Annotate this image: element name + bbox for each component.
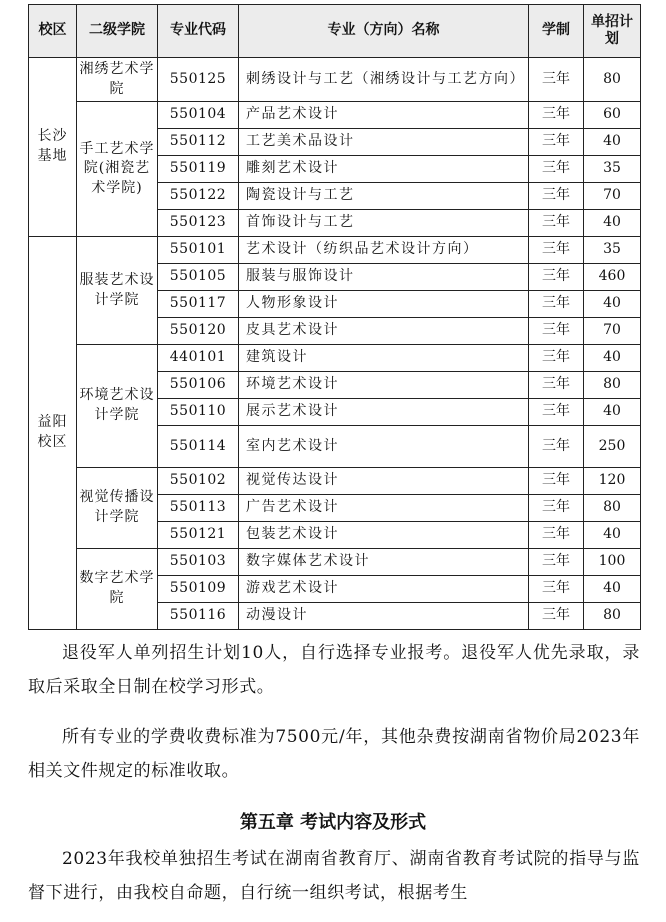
quota-cell: 40 — [584, 129, 641, 156]
quota-cell: 80 — [584, 372, 641, 399]
duration-cell: 三年 — [529, 237, 584, 264]
quota-cell: 70 — [584, 318, 641, 345]
major-name-cell: 数字媒体艺术设计 — [239, 549, 529, 576]
college-cell: 服装艺术设计学院 — [77, 237, 158, 345]
duration-cell: 三年 — [529, 210, 584, 237]
header-campus: 校区 — [29, 5, 77, 58]
duration-cell: 三年 — [529, 426, 584, 468]
major-code-cell: 550122 — [158, 183, 239, 210]
duration-cell: 三年 — [529, 603, 584, 630]
duration-cell: 三年 — [529, 183, 584, 210]
major-code-cell: 440101 — [158, 345, 239, 372]
header-duration: 学制 — [529, 5, 584, 58]
duration-cell: 三年 — [529, 522, 584, 549]
table-header-row — [29, 5, 641, 58]
table-body — [29, 58, 641, 630]
major-code-cell: 550117 — [158, 291, 239, 318]
fees-paragraph: 所有专业的学费收费标准为7500元/年，其他杂费按湖南省物价局2023年相关文件规定的标准收取。 — [28, 727, 640, 781]
major-code-cell: 550120 — [158, 318, 239, 345]
major-name-cell: 服装与服饰设计 — [239, 264, 529, 291]
major-name-cell: 陶瓷设计与工艺 — [239, 183, 529, 210]
quota-cell: 60 — [584, 102, 641, 129]
major-name-cell: 艺术设计（纺织品艺术设计方向） — [239, 237, 529, 264]
duration-cell: 三年 — [529, 399, 584, 426]
major-name-cell: 刺绣设计与工艺（湘绣设计与工艺方向） — [239, 58, 529, 102]
college-cell: 视觉传播设计学院 — [77, 468, 158, 549]
major-code-cell: 550103 — [158, 549, 239, 576]
table-row — [29, 237, 641, 264]
major-code-cell: 550123 — [158, 210, 239, 237]
header-major-name: 专业（方向）名称 — [239, 5, 529, 58]
quota-cell: 40 — [584, 576, 641, 603]
major-code-cell: 550106 — [158, 372, 239, 399]
major-name-cell: 包装艺术设计 — [239, 522, 529, 549]
table-row — [29, 58, 641, 102]
major-name-cell: 首饰设计与工艺 — [239, 210, 529, 237]
major-code-cell: 550110 — [158, 399, 239, 426]
veterans-paragraph: 退役军人单列招生计划10人，自行选择专业报考。退役军人优先录取，录取后采取全日制在校学习形式。 — [28, 643, 640, 697]
major-code-cell: 550116 — [158, 603, 239, 630]
table-row — [29, 345, 641, 372]
duration-cell: 三年 — [529, 291, 584, 318]
quota-cell: 80 — [584, 495, 641, 522]
quota-cell: 460 — [584, 264, 641, 291]
major-code-cell: 550102 — [158, 468, 239, 495]
duration-cell: 三年 — [529, 129, 584, 156]
quota-cell: 40 — [584, 291, 641, 318]
table-row — [29, 102, 641, 129]
major-code-cell: 550112 — [158, 129, 239, 156]
college-cell: 数字艺术学院 — [77, 549, 158, 630]
major-code-cell: 550109 — [158, 576, 239, 603]
duration-cell: 三年 — [529, 549, 584, 576]
quota-cell: 70 — [584, 183, 641, 210]
college-cell: 手工艺术学院(湘瓷艺术学院) — [77, 102, 158, 237]
major-code-cell: 550101 — [158, 237, 239, 264]
duration-cell: 三年 — [529, 156, 584, 183]
table-row — [29, 549, 641, 576]
table-row — [29, 468, 641, 495]
campus-cell: 长沙基地 — [29, 58, 77, 237]
major-name-cell: 人物形象设计 — [239, 291, 529, 318]
major-name-cell: 雕刻艺术设计 — [239, 156, 529, 183]
duration-cell: 三年 — [529, 345, 584, 372]
duration-cell: 三年 — [529, 58, 584, 102]
major-name-cell: 展示艺术设计 — [239, 399, 529, 426]
duration-cell: 三年 — [529, 468, 584, 495]
duration-cell: 三年 — [529, 372, 584, 399]
duration-cell: 三年 — [529, 264, 584, 291]
major-name-cell: 产品艺术设计 — [239, 102, 529, 129]
header-college: 二级学院 — [77, 5, 158, 58]
major-name-cell: 动漫设计 — [239, 603, 529, 630]
quota-cell: 40 — [584, 522, 641, 549]
major-name-cell: 视觉传达设计 — [239, 468, 529, 495]
duration-cell: 三年 — [529, 495, 584, 522]
major-name-cell: 环境艺术设计 — [239, 372, 529, 399]
quota-cell: 35 — [584, 156, 641, 183]
college-cell: 湘绣艺术学院 — [77, 58, 158, 102]
header-quota: 单招计划 — [584, 5, 641, 58]
chapter-heading: 第五章 考试内容及形式 — [239, 812, 427, 833]
quota-cell: 40 — [584, 210, 641, 237]
major-name-cell: 建筑设计 — [239, 345, 529, 372]
duration-cell: 三年 — [529, 318, 584, 345]
major-name-cell: 室内艺术设计 — [239, 426, 529, 468]
major-name-cell: 游戏艺术设计 — [239, 576, 529, 603]
quota-cell: 80 — [584, 603, 641, 630]
enrollment-plan-table — [28, 4, 641, 630]
major-code-cell: 550113 — [158, 495, 239, 522]
quota-cell: 250 — [584, 426, 641, 468]
major-code-cell: 550125 — [158, 58, 239, 102]
college-cell: 环境艺术设计学院 — [77, 345, 158, 468]
campus-cell: 益阳校区 — [29, 237, 77, 630]
major-name-cell: 皮具艺术设计 — [239, 318, 529, 345]
major-code-cell: 550121 — [158, 522, 239, 549]
major-name-cell: 工艺美术品设计 — [239, 129, 529, 156]
quota-cell: 40 — [584, 399, 641, 426]
major-code-cell: 550114 — [158, 426, 239, 468]
major-code-cell: 550119 — [158, 156, 239, 183]
duration-cell: 三年 — [529, 102, 584, 129]
major-code-cell: 550105 — [158, 264, 239, 291]
major-name-cell: 广告艺术设计 — [239, 495, 529, 522]
major-code-cell: 550104 — [158, 102, 239, 129]
duration-cell: 三年 — [529, 576, 584, 603]
quota-cell: 100 — [584, 549, 641, 576]
exam-intro-paragraph: 2023年我校单独招生考试在湖南省教育厅、湖南省教育考试院的指导与监督下进行，由我校自命题，自行统一组织考试，根据考生 — [28, 849, 640, 903]
quota-cell: 35 — [584, 237, 641, 264]
quota-cell: 120 — [584, 468, 641, 495]
header-code: 专业代码 — [158, 5, 239, 58]
quota-cell: 40 — [584, 345, 641, 372]
quota-cell: 80 — [584, 58, 641, 102]
